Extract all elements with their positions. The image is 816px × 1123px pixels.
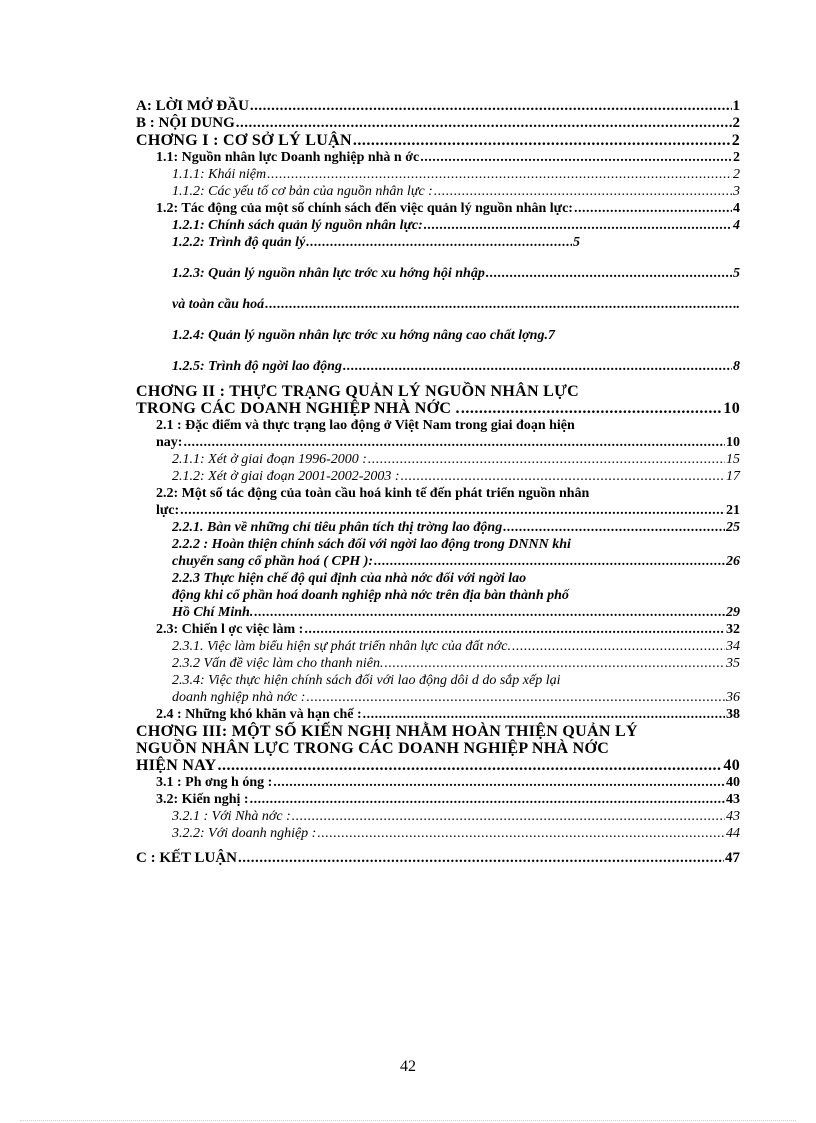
toc-entry-title: 1.2.2: Trình độ quản lý	[172, 235, 306, 250]
toc-entry-title: 2.2.1. Bàn về những chỉ tiêu phân tích thị trờng lao động	[172, 520, 503, 535]
toc-entry-1-2-3[interactable]	[136, 265, 740, 282]
toc-leader-dots	[420, 149, 732, 166]
toc-entry-1-2-2[interactable]	[136, 234, 740, 251]
toc-entry-1-2-5[interactable]	[136, 358, 740, 375]
toc-leader-dots	[218, 757, 723, 774]
toc-page-number: 47	[725, 850, 740, 866]
toc-entry-title: 3.2.1 : Với Nhà nớc :	[172, 809, 291, 824]
toc-page-number: 5	[573, 235, 580, 250]
toc-leader-dots	[250, 98, 732, 115]
table-of-contents	[136, 98, 740, 867]
toc-entry-title: 1.2.4: Quản lý nguồn nhân lực trớc xu hớng nâng cao chất lợng	[172, 328, 545, 343]
toc-entry-2-3[interactable]	[136, 621, 740, 638]
toc-entry-title: 3.1 : Ph ơng h óng :	[156, 775, 273, 790]
toc-page-number: 2	[732, 115, 740, 131]
toc-page-number: 29	[726, 605, 740, 620]
toc-leader-dots	[368, 451, 725, 468]
toc-entry-2-1-line1[interactable]: 2.1 : Đặc điểm và thực trạng lao động ở Việt Nam trong giai đoạn hiện	[156, 418, 575, 433]
toc-leader-dots	[267, 166, 732, 183]
toc-entry-1-2[interactable]	[136, 200, 740, 217]
toc-entry-2-2-line1[interactable]: 2.2: Một số tác động của toàn cầu hoá kinh tế đến phát triển nguồn nhân	[156, 486, 590, 501]
toc-page-number: 43	[726, 809, 740, 824]
toc-entry-1-1[interactable]	[136, 149, 740, 166]
toc-entry-title: 2.3.1. Việc làm biểu hiện sự phát triển nhân lực của đất nớc.	[172, 639, 511, 654]
toc-leader-dots	[512, 638, 725, 655]
toc-entry-2-2-3-line1[interactable]: 2.2.3 Thực hiện chế độ qui định của nhà nớc đối với ngời lao	[172, 571, 527, 586]
toc-entry-2-1-1[interactable]	[136, 451, 740, 468]
toc-entry-2-2-1[interactable]	[136, 519, 740, 536]
toc-entry-title: 1.1.2: Các yếu tố cơ bản của nguồn nhân lực :	[172, 184, 433, 199]
toc-entry-title: 3.2: Kiến nghị :	[156, 792, 249, 807]
toc-leader-dots	[250, 791, 725, 808]
toc-entry-3-2[interactable]	[136, 791, 740, 808]
toc-entry-2-3-1[interactable]	[136, 638, 740, 655]
toc-leader-dots	[180, 502, 725, 519]
toc-leader-dots	[254, 604, 725, 621]
page-bottom-divider	[20, 1120, 796, 1121]
toc-leader-dots	[273, 774, 725, 791]
toc-entry-2-1-2[interactable]	[136, 468, 740, 485]
toc-entry-2-2[interactable]	[136, 502, 740, 519]
toc-chapter-3-line2[interactable]: NGUỒN NHÂN LỰC TRONG CÁC DOANH NGHIỆP NHÀ NỚC	[136, 740, 610, 757]
toc-page-number: 32	[726, 622, 740, 637]
toc-entry-2-2-2[interactable]	[136, 553, 740, 570]
toc-entry-1-2-3-cont[interactable]	[136, 296, 740, 313]
toc-chapter-2[interactable]	[136, 400, 740, 417]
toc-page-number: 10	[723, 400, 740, 417]
toc-leader-dots	[401, 468, 725, 485]
toc-page-number: 4	[733, 201, 740, 216]
toc-page-number: 21	[726, 503, 740, 518]
toc-entry-title: 2.1.2: Xét ở giai đoạn 2001-2002-2003 :	[172, 469, 400, 484]
toc-entry-title: Hồ Chí Minh.	[172, 605, 254, 620]
toc-entry-title: 1.1: Nguồn nhân lực Doanh nghiệp nhà n ớc	[156, 150, 420, 165]
toc-leader-dots	[353, 132, 731, 149]
toc-entry-2-2-3[interactable]	[136, 604, 740, 621]
toc-entry-a[interactable]	[136, 98, 740, 115]
toc-leader-dots	[424, 217, 732, 234]
toc-entry-title: và toàn cầu hoá	[172, 297, 265, 312]
toc-leader-dots	[304, 621, 725, 638]
toc-leader-dots	[385, 655, 725, 672]
toc-chapter-3[interactable]	[136, 757, 740, 774]
toc-leader-dots	[461, 400, 723, 417]
toc-entry-3-1[interactable]	[136, 774, 740, 791]
toc-entry-title: 1.2.3: Quản lý nguồn nhân lực trớc xu hớng hội nhập	[172, 266, 485, 281]
toc-entry-title: chuyển sang cổ phần hoá ( CPH ):	[172, 554, 374, 569]
toc-leader-dots	[306, 689, 725, 706]
toc-page-number: 40	[726, 775, 740, 790]
toc-entry-2-3-4[interactable]	[136, 689, 740, 706]
toc-page-number: 43	[726, 792, 740, 807]
toc-page-number: .	[736, 297, 740, 312]
toc-leader-dots	[236, 115, 732, 132]
toc-leader-dots	[374, 553, 725, 570]
toc-page-number: 35	[726, 656, 740, 671]
toc-entry-title: C : KẾT LUẬN	[136, 850, 237, 866]
toc-entry-title: lực:	[156, 503, 180, 518]
toc-entry-title: 1.2.1: Chính sách quản lý nguồn nhân lực:	[172, 218, 423, 233]
toc-page-number: .7	[544, 328, 555, 343]
toc-entry-1-2-1[interactable]	[136, 217, 740, 234]
toc-entry-b[interactable]	[136, 115, 740, 132]
toc-page-number: 38	[726, 707, 740, 722]
toc-entry-1-1-1[interactable]	[136, 166, 740, 183]
toc-entry-title: 2.1.1: Xét ở giai đoạn 1996-2000 :	[172, 452, 367, 467]
toc-entry-title: 1.1.1: Khái niệm	[172, 167, 267, 182]
toc-leader-dots	[486, 265, 732, 282]
toc-entry-title: 2.3: Chiến l ợc việc làm :	[156, 622, 304, 637]
toc-entry-1-1-2[interactable]	[136, 183, 740, 200]
toc-page-number: 44	[726, 826, 740, 841]
toc-page-number: 26	[726, 554, 740, 569]
toc-entry-title: 3.2.2: Với doanh nghiệp :	[172, 826, 317, 841]
toc-entry-title: B : NỘI DUNG	[136, 115, 235, 131]
toc-page-number: 5	[733, 266, 740, 281]
toc-entry-title: CHƠNG I : CƠ SỞ LÝ LUẬN	[136, 132, 352, 149]
toc-page-number: 8	[733, 359, 740, 374]
toc-entry-title: 1.2.5: Trình độ ngời lao động	[172, 359, 342, 374]
toc-chapter-3-line1[interactable]: CHƠNG III: MỘT SỐ KIẾN NGHỊ NHẰM HOÀN THIỆN QUẢN LÝ	[136, 723, 638, 740]
toc-leader-dots	[183, 434, 725, 451]
toc-leader-dots	[265, 296, 735, 313]
toc-chapter-2-line1[interactable]: CHƠNG II : THỰC TRẠNG QUẢN LÝ NGUỒN NHÂN LỰC	[136, 383, 579, 400]
toc-entry-title: nay:	[156, 435, 183, 450]
toc-leader-dots	[363, 706, 725, 723]
toc-page-number: 34	[726, 639, 740, 654]
toc-entry-2-2-3-line2[interactable]: động khi cổ phần hoá doanh nghiệp nhà nớc trên địa bàn thành phố	[172, 588, 569, 603]
toc-page-number: 3	[733, 184, 740, 199]
toc-entry-c[interactable]	[136, 850, 740, 867]
toc-page-number: 2	[733, 150, 740, 165]
toc-entry-title: 1.2: Tác động của một số chính sách đến việc quản lý nguồn nhân lực:	[156, 201, 573, 216]
toc-entry-title: TRONG CÁC DOANH NGHIỆP NHÀ NỚC .	[136, 400, 460, 417]
toc-entry-3-2-1[interactable]	[136, 808, 740, 825]
toc-page-number: 2	[731, 132, 740, 149]
toc-page-number: 10	[726, 435, 740, 450]
toc-leader-dots	[343, 358, 732, 375]
toc-entry-1-2-4[interactable]	[136, 327, 740, 344]
toc-page-number: 17	[726, 469, 740, 484]
toc-entry-2-4[interactable]	[136, 706, 740, 723]
toc-page-number: 36	[726, 690, 740, 705]
toc-leader-dots	[292, 808, 725, 825]
toc-entry-2-3-4-line1[interactable]: 2.3.4: Việc thực hiện chính sách đối với lao động dôi d do sắp xếp lại	[172, 673, 561, 688]
toc-page-number: 40	[723, 757, 740, 774]
toc-leader-dots	[574, 200, 732, 217]
toc-entry-title: 2.3.2 Vấn đề việc làm cho thanh niên.	[172, 656, 384, 671]
toc-entry-title: 2.4 : Những khó khăn và hạn chế :	[156, 707, 362, 722]
toc-entry-3-2-2[interactable]	[136, 825, 740, 842]
page-number: 42	[400, 1058, 416, 1075]
toc-entry-title: A: LỜI MỞ ĐẦU	[136, 98, 249, 114]
toc-leader-dots	[238, 850, 724, 867]
toc-page-number: 4	[733, 218, 740, 233]
toc-leader-dots	[434, 183, 732, 200]
toc-entry-2-2-2-line1[interactable]: 2.2.2 : Hoàn thiện chính sách đối với ngời lao động trong DNNN khi	[172, 537, 571, 552]
toc-entry-2-1[interactable]	[136, 434, 740, 451]
toc-leader-dots	[503, 519, 725, 536]
toc-entry-title: doanh nghiệp nhà nớc :	[172, 690, 306, 705]
toc-entry-2-3-2[interactable]	[136, 655, 740, 672]
toc-page-number: 2	[733, 167, 740, 182]
toc-leader-dots	[306, 234, 572, 251]
toc-page-number: 1	[732, 98, 740, 114]
toc-page-number: 25	[726, 520, 740, 535]
toc-chapter-1[interactable]	[136, 132, 740, 149]
toc-page-number: 15	[726, 452, 740, 467]
toc-entry-title: HIỆN NAY	[136, 757, 217, 774]
toc-leader-dots	[317, 825, 725, 842]
